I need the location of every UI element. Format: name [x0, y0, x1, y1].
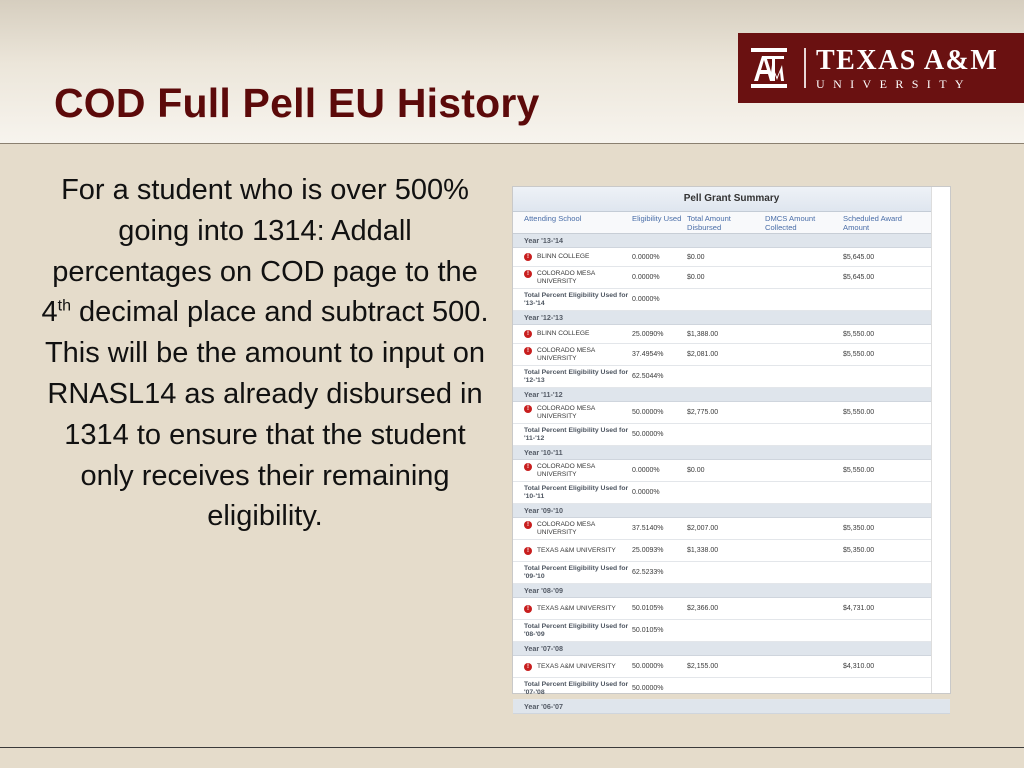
eligibility-used-cell: 0.0000% [632, 253, 660, 261]
total-eligibility-label: Total Percent Eligibility Used for '12-'13 [524, 368, 629, 384]
year-group-label: Year '11-'12 [513, 388, 950, 402]
total-eligibility-value: 62.5233% [632, 569, 664, 576]
scheduled-award-cell: $5,645.00 [843, 274, 875, 281]
total-disbursed-cell: $1,388.00 [687, 330, 719, 338]
school-cell [513, 253, 632, 261]
alert-icon: ! [524, 521, 532, 529]
header-total-disbursed: Total Amount Disbursed [687, 214, 731, 232]
school-name: COLORADO MESA UNIVERSITY [537, 404, 595, 420]
year-total-row [513, 482, 950, 504]
total-eligibility-value: 50.0000% [632, 685, 664, 692]
total-eligibility-label: Total Percent Eligibility Used for '07-'08 [524, 680, 629, 696]
school-name: TEXAS A&M UNIVERSITY [537, 604, 616, 612]
school-cell [513, 605, 632, 613]
school-cell [513, 405, 632, 421]
table-row[interactable] [513, 598, 950, 620]
scheduled-award-cell: $5,645.00 [843, 253, 875, 261]
body-text-superscript: th [57, 297, 71, 315]
year-group-label: Year '08-'09 [513, 584, 950, 598]
eligibility-used-cell: 50.0000% [632, 409, 664, 416]
year-total-row [513, 562, 950, 584]
header-dmcs-collected: DMCS Amount Collected [765, 214, 816, 232]
school-name: COLORADO MESA UNIVERSITY [537, 269, 595, 285]
eligibility-used-cell: 25.0090% [632, 330, 664, 338]
alert-icon: ! [524, 270, 532, 278]
table-row[interactable] [513, 540, 950, 562]
school-name: TEXAS A&M UNIVERSITY [537, 662, 616, 670]
total-eligibility-value: 0.0000% [632, 489, 660, 496]
pell-summary-title: Pell Grant Summary [513, 187, 950, 212]
table-row[interactable] [513, 402, 950, 424]
alert-icon: ! [524, 547, 532, 555]
year-group-label: Year '09-'10 [513, 504, 950, 518]
scheduled-award-cell: $5,550.00 [843, 467, 875, 474]
alert-icon: ! [524, 347, 532, 355]
total-disbursed-cell: $1,338.00 [687, 547, 719, 554]
year-group-label: Year '12-'13 [513, 311, 950, 325]
alert-icon: ! [524, 330, 532, 338]
total-eligibility-label: Total Percent Eligibility Used for '13-'14 [524, 291, 629, 307]
total-disbursed-cell: $0.00 [687, 253, 705, 261]
scheduled-award-cell: $5,550.00 [843, 409, 875, 416]
slide-body-text [40, 170, 490, 537]
total-eligibility-label: Total Percent Eligibility Used for '08-'09 [524, 622, 629, 638]
year-total-row [513, 424, 950, 446]
school-name: COLORADO MESA UNIVERSITY [537, 462, 595, 478]
table-row[interactable] [513, 344, 950, 366]
school-cell [513, 663, 632, 671]
school-cell [513, 547, 632, 555]
year-total-row [513, 366, 950, 388]
alert-icon: ! [524, 663, 532, 671]
school-name: TEXAS A&M UNIVERSITY [537, 546, 616, 554]
body-text-part1: For a student who is over 500% going into 1314: Addall percentages on COD page to the 4 [41, 174, 478, 329]
slide-title: COD Full Pell EU History [54, 80, 540, 126]
total-disbursed-cell: $0.00 [687, 467, 705, 474]
total-eligibility-label: Total Percent Eligibility Used for '10-'11 [524, 484, 629, 500]
school-cell [513, 270, 632, 286]
footer-divider [0, 747, 1024, 748]
total-eligibility-value: 50.0105% [632, 627, 664, 634]
table-row[interactable] [513, 518, 950, 540]
total-disbursed-cell: $2,007.00 [687, 525, 719, 532]
logo-name-line2: UNIVERSITY [816, 76, 972, 91]
scheduled-award-cell: $5,550.00 [843, 351, 875, 358]
school-name: BLINN COLLEGE [537, 253, 590, 260]
year-group-label: Year '06-'07 [513, 700, 950, 714]
scheduled-award-cell: $5,550.00 [843, 330, 875, 338]
alert-icon: ! [524, 605, 532, 613]
scheduled-award-cell: $4,731.00 [843, 605, 875, 612]
total-eligibility-label: Total Percent Eligibility Used for '11-'12 [524, 426, 629, 442]
year-group-label: Year '10-'11 [513, 446, 950, 460]
table-row[interactable] [513, 656, 950, 678]
school-cell [513, 347, 632, 363]
table-row[interactable] [513, 325, 950, 344]
total-disbursed-cell: $0.00 [687, 274, 705, 281]
table-row[interactable] [513, 460, 950, 482]
year-group-label: Year '13-'14 [513, 234, 950, 248]
logo-wordmark [816, 46, 998, 91]
scheduled-award-cell: $4,310.00 [843, 663, 875, 670]
school-name: COLORADO MESA UNIVERSITY [537, 520, 595, 536]
eligibility-used-cell: 0.0000% [632, 274, 660, 281]
eligibility-used-cell: 0.0000% [632, 467, 660, 474]
school-name: BLINN COLLEGE [537, 330, 590, 337]
eligibility-used-cell: 37.5140% [632, 525, 664, 532]
total-disbursed-cell: $2,081.00 [687, 351, 719, 358]
alert-icon: ! [524, 253, 532, 261]
eligibility-used-cell: 50.0000% [632, 663, 664, 670]
total-eligibility-value: 50.0000% [632, 431, 664, 438]
school-name: COLORADO MESA UNIVERSITY [537, 346, 595, 362]
total-disbursed-cell: $2,155.00 [687, 663, 719, 670]
total-disbursed-cell: $2,366.00 [687, 605, 719, 612]
scheduled-award-cell: $5,350.00 [843, 547, 875, 554]
eligibility-used-cell: 37.4954% [632, 351, 664, 358]
alert-icon: ! [524, 463, 532, 471]
pell-summary-body [513, 234, 950, 714]
total-eligibility-label: Total Percent Eligibility Used for '09-'10 [524, 564, 629, 580]
total-eligibility-value: 0.0000% [632, 296, 660, 303]
pell-grant-summary-screenshot [512, 186, 951, 711]
school-cell [513, 521, 632, 537]
body-text-part2: decimal place and subtract 500. This will be the amount to input on RNASL14 as already disbursed in 1314 to ensure that the student only receives their remaining eligibility. [44, 296, 489, 533]
year-total-row [513, 289, 950, 311]
logo-name-line1: TEXAS A&M [816, 44, 999, 76]
eligibility-used-cell: 25.0093% [632, 547, 664, 554]
header-attending-school: Attending School [524, 214, 582, 223]
atm-monogram-icon [738, 33, 798, 103]
scheduled-award-cell: $5,350.00 [843, 525, 875, 532]
header-scheduled-award: Scheduled Award Amount [843, 214, 902, 232]
table-row[interactable] [513, 248, 950, 267]
year-total-row [513, 678, 950, 700]
eligibility-used-cell: 50.0105% [632, 605, 664, 612]
total-disbursed-cell: $2,775.00 [687, 409, 719, 416]
pell-summary-header-row [513, 212, 950, 234]
school-cell [513, 463, 632, 479]
logo-divider [804, 48, 806, 88]
alert-icon: ! [524, 405, 532, 413]
year-total-row [513, 620, 950, 642]
university-logo [738, 33, 1024, 103]
year-group-label: Year '07-'08 [513, 642, 950, 656]
header-eligibility-used: Eligibility Used [632, 214, 682, 223]
total-eligibility-value: 62.5044% [632, 373, 664, 380]
table-row[interactable] [513, 267, 950, 289]
school-cell [513, 330, 632, 338]
